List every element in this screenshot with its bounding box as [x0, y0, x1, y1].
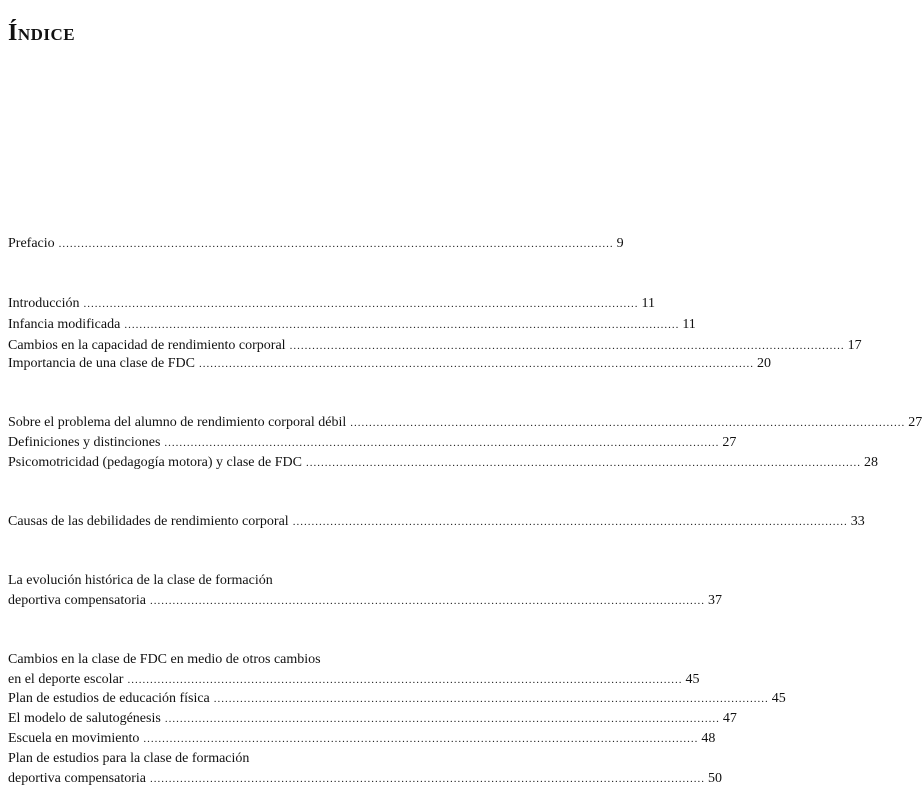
- toc-entry: [8, 354, 771, 374]
- toc-entry: [8, 689, 786, 709]
- dot-leader: ....................................................................................................................................................: [150, 773, 706, 785]
- toc-entry-label-line1: La evolución histórica de la clase de formación: [8, 573, 273, 588]
- toc-entry-label: Introducción: [8, 296, 80, 311]
- toc-entry: [8, 591, 723, 611]
- toc-entry-label-line1: Plan de estudios para la clase de formación: [8, 751, 250, 766]
- toc-entry-label: Sobre el problema del alumno de rendimiento corporal débil: [8, 415, 347, 430]
- toc-entry: [8, 512, 865, 532]
- dot-leader: ....................................................................................................................................................: [150, 595, 706, 607]
- toc-entry-label: Prefacio: [8, 236, 55, 251]
- toc-entry-page: 27: [722, 435, 737, 450]
- toc-entry-label: Cambios en la capacidad de rendimiento corporal: [8, 338, 286, 353]
- page-title: Índice: [8, 20, 76, 46]
- toc-entry-label: Causas de las debilidades de rendimiento corporal: [8, 514, 289, 529]
- toc-entry-page: 11: [682, 317, 696, 332]
- dot-leader: ....................................................................................................................................................: [143, 733, 699, 745]
- toc-entry-page: 47: [722, 711, 737, 726]
- toc-entry-page: 28: [863, 455, 878, 470]
- dot-leader: ....................................................................................................................................................: [305, 457, 861, 469]
- dot-leader: ....................................................................................................................................................: [292, 516, 848, 528]
- dot-leader: ....................................................................................................................................................: [127, 674, 683, 686]
- toc-entry-page: 45: [685, 672, 700, 687]
- toc-entry: [8, 769, 723, 789]
- toc-entry-label: Psicomotricidad (pedagogía motora) y clase de FDC: [8, 455, 302, 470]
- toc-entry-page: 20: [757, 356, 771, 371]
- toc-entry-page: 9: [616, 236, 624, 251]
- toc-entry-page: 27: [908, 415, 922, 430]
- dot-leader: ....................................................................................................................................................: [83, 298, 639, 310]
- dot-leader: ....................................................................................................................................................: [199, 358, 754, 370]
- toc-entry-label: Plan de estudios de educación física: [8, 691, 210, 706]
- toc-entry-label: Definiciones y distinciones: [8, 435, 161, 450]
- dot-leader: ....................................................................................................................................................: [164, 437, 720, 449]
- toc-entry-page: 17: [847, 338, 862, 353]
- toc-entry: [8, 336, 862, 356]
- toc-entry-label: Escuela en movimiento: [8, 731, 140, 746]
- dot-leader: ....................................................................................................................................................: [164, 713, 720, 725]
- dot-leader: ....................................................................................................................................................: [58, 238, 614, 250]
- toc-entry: [8, 709, 737, 729]
- toc-entry-label: en el deporte escolar: [8, 672, 124, 687]
- toc-entry: [8, 729, 716, 749]
- toc-entry-label: deportiva compensatoria: [8, 771, 147, 786]
- toc-entry-label: El modelo de salutogénesis: [8, 711, 161, 726]
- dot-leader: ....................................................................................................................................................: [213, 693, 769, 705]
- toc-entry-label-line1: Cambios en la clase de FDC en medio de otros cambios: [8, 652, 321, 667]
- dot-leader: ....................................................................................................................................................: [289, 340, 845, 352]
- toc-entry-page: 48: [701, 731, 716, 746]
- toc-entry-page: 33: [850, 514, 865, 529]
- toc-entry-page: 37: [708, 593, 723, 608]
- toc-entry: [8, 453, 878, 473]
- toc-entry: [8, 294, 656, 314]
- dot-leader: ....................................................................................................................................................: [124, 319, 680, 331]
- toc-entry-page: 45: [771, 691, 786, 706]
- toc-entry-page: 11: [641, 296, 656, 311]
- toc-entry-label: Infancia modificada: [8, 317, 121, 332]
- toc-entry-label: deportiva compensatoria: [8, 593, 147, 608]
- toc-entry: [8, 433, 737, 453]
- dot-leader: ....................................................................................................................................................: [350, 417, 906, 429]
- toc-entry-label: Importancia de una clase de FDC: [8, 356, 195, 371]
- toc-entry: [8, 315, 696, 335]
- toc-entry-page: 50: [708, 771, 723, 786]
- toc-entry: [8, 234, 624, 254]
- toc-entry: [8, 670, 700, 690]
- toc-entry: [8, 413, 922, 433]
